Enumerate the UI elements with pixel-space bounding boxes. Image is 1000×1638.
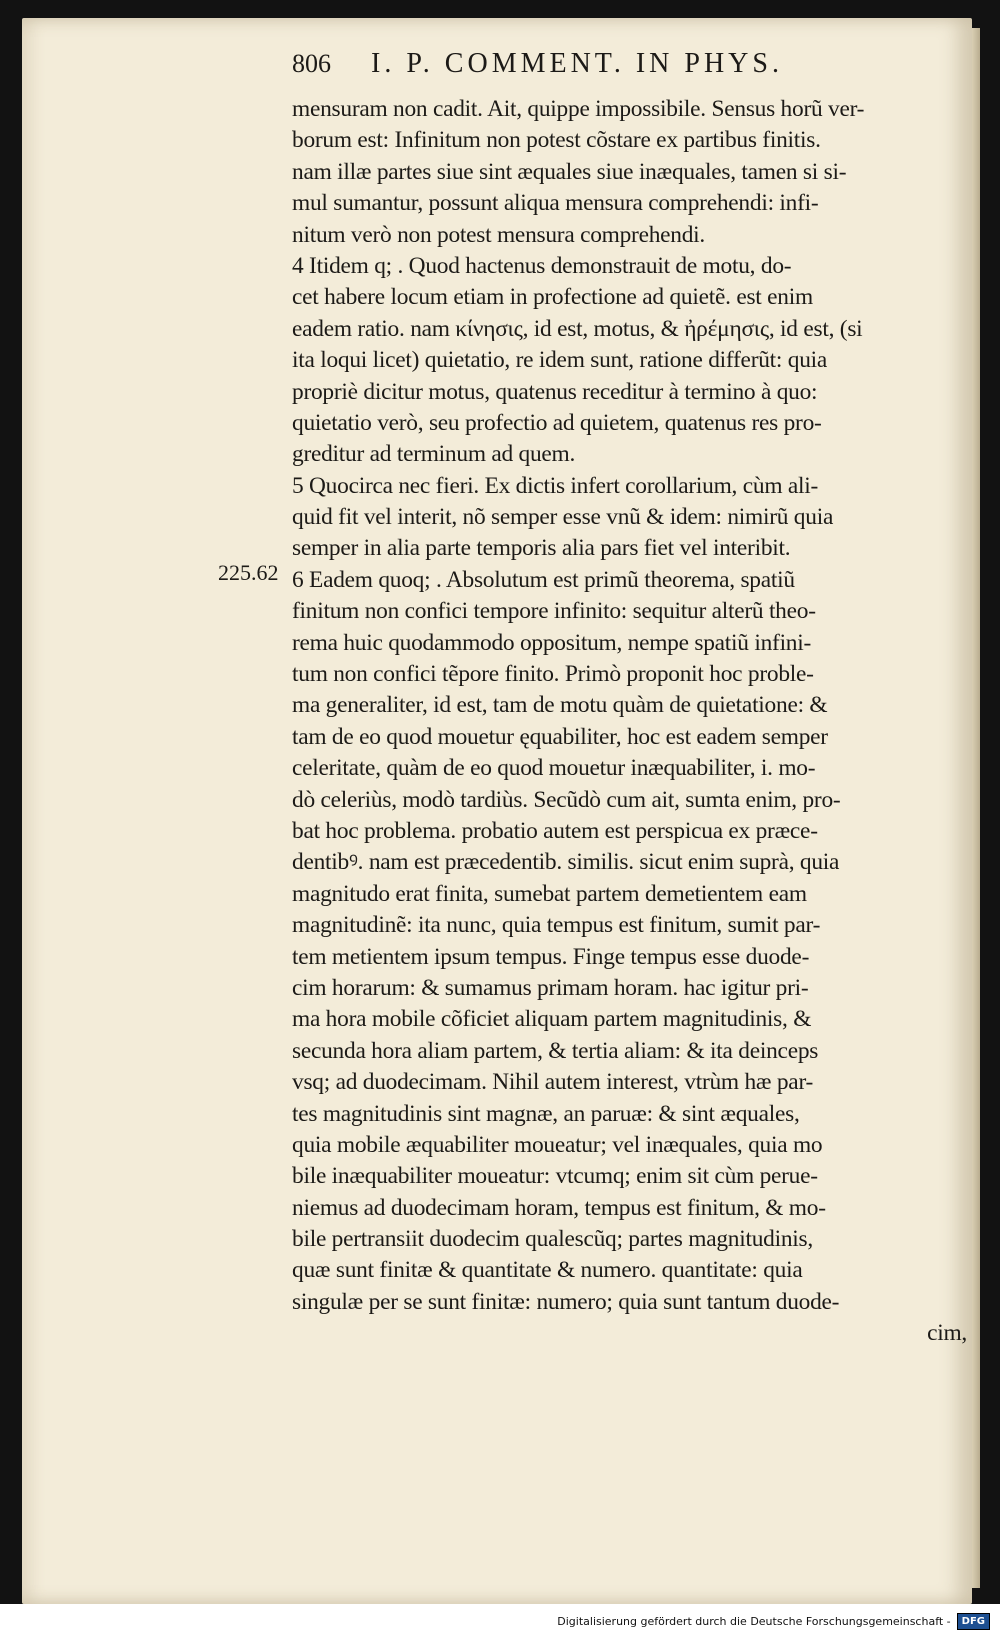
text-line: bile pertransiit duodecim qualescũq; partes magnitudinis,: [292, 1226, 814, 1253]
text-line: mensuram non cadit. Ait, quippe impossibile. Sensus horũ ver-: [292, 96, 865, 122]
text-line: mul sumantur, possunt aliqua mensura comprehendi: infi-: [292, 190, 819, 217]
text-line: ita loqui licet) quietatio, re idem sunt, ratione differũt: quia: [292, 347, 828, 374]
text-line: propriè dicitur motus, quatenus receditur à termino à quo:: [292, 378, 818, 405]
text-line: celeritate, quàm de eo quod mouetur inæquabiliter, i. mo-: [292, 755, 816, 782]
text-line: quæ sunt finitæ & quantitate & numero. quantitate: quia: [292, 1257, 803, 1284]
text-line: 4 Itidem q; . Quod hactenus demonstrauit de motu, do-: [292, 252, 792, 279]
text-line: quietatio verò, seu profectio ad quietem, quatenus res pro-: [292, 409, 822, 436]
running-head: [292, 48, 977, 94]
footer-bar: [0, 1604, 1000, 1638]
text-line: nitum verò non potest mensura comprehendi.: [292, 221, 706, 248]
dfg-logo: DFG: [957, 1613, 990, 1630]
text-line: nam illæ partes siue sint æquales siue inæquales, tamen si si-: [292, 158, 847, 185]
catchword: cim,: [927, 1320, 967, 1347]
text-line: tes magnitudinis sint magnæ, an paruæ: & sint æquales,: [292, 1100, 800, 1127]
text-line: 5 Quocirca nec fieri. Ex dictis infert corollarium, cùm ali-: [292, 472, 819, 499]
text-line: tem metientem ipsum tempus. Finge tempus esse duode-: [292, 943, 810, 970]
text-line: quia mobile æquabiliter moueatur; vel inæquales, quia mo: [292, 1131, 823, 1158]
text-line: quid fit vel interit, nõ semper esse vnũ & idem: nimirũ quia: [292, 504, 834, 531]
text-line: greditur ad terminum ad quem.: [292, 441, 576, 468]
text-line: finitum non confici tempore infinito: sequitur alterũ theo-: [292, 598, 816, 625]
text-block: [292, 48, 977, 1350]
text-line: cim horarum: & sumamus primam horam. hac igitur pri-: [292, 974, 809, 1001]
text-line: dò celeriùs, modò tardiùs. Secũdò cum ait, sumta enim, pro-: [292, 786, 841, 813]
funding-note: Digitalisierung gefördert durch die Deutsche Forschungsgemeinschaft -: [557, 1614, 951, 1628]
running-title: I. P. COMMENT. IN PHYS.: [371, 48, 783, 79]
text-line: 6 Eadem quoq; . Absolutum est primũ theorema, spatiũ: [292, 566, 795, 593]
text-line: magnitudinẽ: ita nunc, quia tempus est finitum, sumit par-: [292, 912, 821, 939]
page-number: 806: [292, 49, 331, 78]
text-line: magnitudo erat finita, sumebat partem demetientem eam: [292, 880, 807, 907]
text-line: secunda hora aliam partem, & tertia aliam: & ita deinceps: [292, 1037, 819, 1064]
text-line: eadem ratio. nam κίνησις, id est, motus, & ἠρέμησις, id est, (si: [292, 315, 863, 342]
text-line: bile inæquabiliter moueatur: vtcumq; enim sit cùm perue-: [292, 1163, 818, 1190]
text-line: borum est: Infinitum non potest cõstare ex partibus finitis.: [292, 127, 821, 154]
text-line: cet habere locum etiam in profectione ad quietẽ. est enim: [292, 284, 813, 311]
text-line: singulæ per se sunt finitæ: numero; quia sunt tantum duode-: [292, 1288, 840, 1315]
text-line: ma hora mobile cõficiet aliquam partem magnitudinis, &: [292, 1006, 812, 1033]
text-line: tum non confici tẽpore finito. Primò proponit hoc proble-: [292, 661, 814, 688]
text-line: bat hoc problema. probatio autem est perspicua ex præce-: [292, 817, 818, 844]
body-text: [292, 94, 977, 1318]
text-line: niemus ad duodecimam horam, tempus est finitum, & mo-: [292, 1194, 826, 1221]
text-line: tam de eo quod mouetur ęquabiliter, hoc est eadem semper: [292, 723, 828, 750]
margin-note: 225.62: [218, 560, 279, 585]
text-line: rema huic quodammodo oppositum, nempe spatiũ infini-: [292, 629, 812, 656]
text-line: semper in alia parte temporis alia pars fiet vel interibit.: [292, 535, 791, 562]
text-line: dentibꝰ. nam est præcedentib. similis. sicut enim suprà, quia: [292, 849, 840, 876]
text-line: ma generaliter, id est, tam de motu quàm de quietatione: &: [292, 692, 828, 719]
text-line: vsq; ad duodecimam. Nihil autem interest, vtrùm hæ par-: [292, 1069, 814, 1096]
